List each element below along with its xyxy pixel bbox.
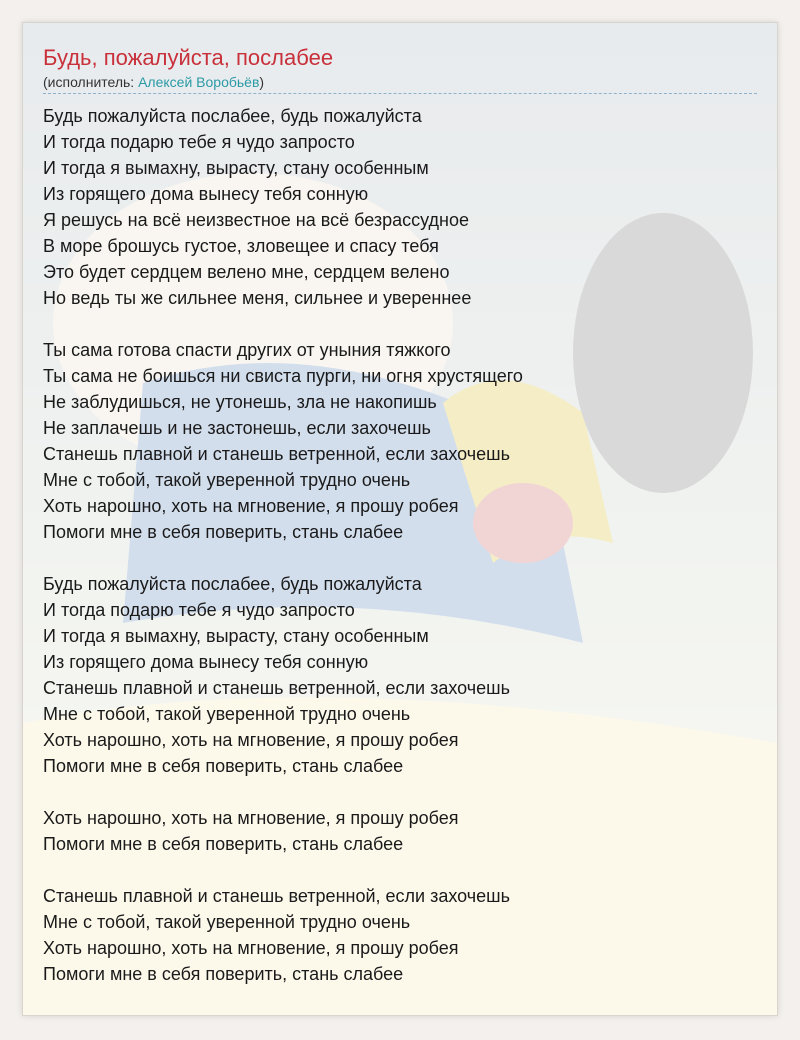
song-title: Будь, пожалуйста, послабее <box>43 45 334 70</box>
artist-link[interactable]: Алексей Воробьёв <box>138 74 260 90</box>
lyrics-line: Я решусь на всё неизвестное на всё безрассудное <box>43 210 469 230</box>
lyrics-line: И тогда подарю тебе я чудо запросто <box>43 600 355 620</box>
lyrics-stanza <box>43 805 757 857</box>
lyrics-stanza <box>43 571 757 779</box>
lyrics-line: И тогда я вымахну, вырасту, стану особенным <box>43 626 429 646</box>
lyrics-line: И тогда я вымахну, вырасту, стану особенным <box>43 158 429 178</box>
lyrics-content <box>23 23 777 987</box>
lyrics-card <box>22 22 778 1016</box>
lyrics-line: И тогда подарю тебе я чудо запросто <box>43 132 355 152</box>
lyrics-line: Ты сама готова спасти других от уныния тяжкого <box>43 340 451 360</box>
lyrics-line: Это будет сердцем велено мне, сердцем велено <box>43 262 450 282</box>
lyrics-line: В море брошусь густое, зловещее и спасу тебя <box>43 236 439 256</box>
lyrics-stanza <box>43 883 757 987</box>
lyrics-line: Мне с тобой, такой уверенной трудно очень <box>43 470 411 490</box>
lyrics-stanza <box>43 337 757 545</box>
lyrics-stanza <box>43 103 757 311</box>
artist-prefix: (исполнитель: <box>43 74 139 90</box>
lyrics-line: Из горящего дома вынесу тебя сонную <box>43 184 369 204</box>
lyrics-line: Мне с тобой, такой уверенной трудно очень <box>43 912 411 932</box>
artist-suffix: ) <box>259 74 265 90</box>
lyrics-line: Хоть нарошно, хоть на мгновение, я прошу робея <box>43 496 459 516</box>
lyrics-line: Помоги мне в себя поверить, стань слабее <box>43 964 404 984</box>
lyrics-line: Будь пожалуйста послабее, будь пожалуйста <box>43 106 422 126</box>
lyrics-line: Хоть нарошно, хоть на мгновение, я прошу робея <box>43 938 459 958</box>
lyrics-line: Помоги мне в себя поверить, стань слабее <box>43 756 404 776</box>
lyrics-line: Из горящего дома вынесу тебя сонную <box>43 652 369 672</box>
lyrics-line: Станешь плавной и станешь ветренной, если захочешь <box>43 678 510 698</box>
lyrics-line: Будь пожалуйста послабее, будь пожалуйста <box>43 574 422 594</box>
lyrics-text <box>43 103 757 987</box>
lyrics-line: Станешь плавной и станешь ветренной, если захочешь <box>43 886 510 906</box>
lyrics-line: Хоть нарошно, хоть на мгновение, я прошу робея <box>43 808 459 828</box>
artist-line <box>43 73 757 94</box>
lyrics-line: Помоги мне в себя поверить, стань слабее <box>43 522 404 542</box>
lyrics-line: Не заблудишься, не утонешь, зла не накопишь <box>43 392 437 412</box>
lyrics-line: Не заплачешь и не застонешь, если захочешь <box>43 418 431 438</box>
lyrics-line: Мне с тобой, такой уверенной трудно очень <box>43 704 411 724</box>
lyrics-line: Хоть нарошно, хоть на мгновение, я прошу робея <box>43 730 459 750</box>
lyrics-line: Станешь плавной и станешь ветренной, если захочешь <box>43 444 510 464</box>
lyrics-line: Ты сама не боишься ни свиста пурги, ни огня хрустящего <box>43 366 523 386</box>
lyrics-line: Но ведь ты же сильнее меня, сильнее и увереннее <box>43 288 472 308</box>
lyrics-line: Помоги мне в себя поверить, стань слабее <box>43 834 404 854</box>
